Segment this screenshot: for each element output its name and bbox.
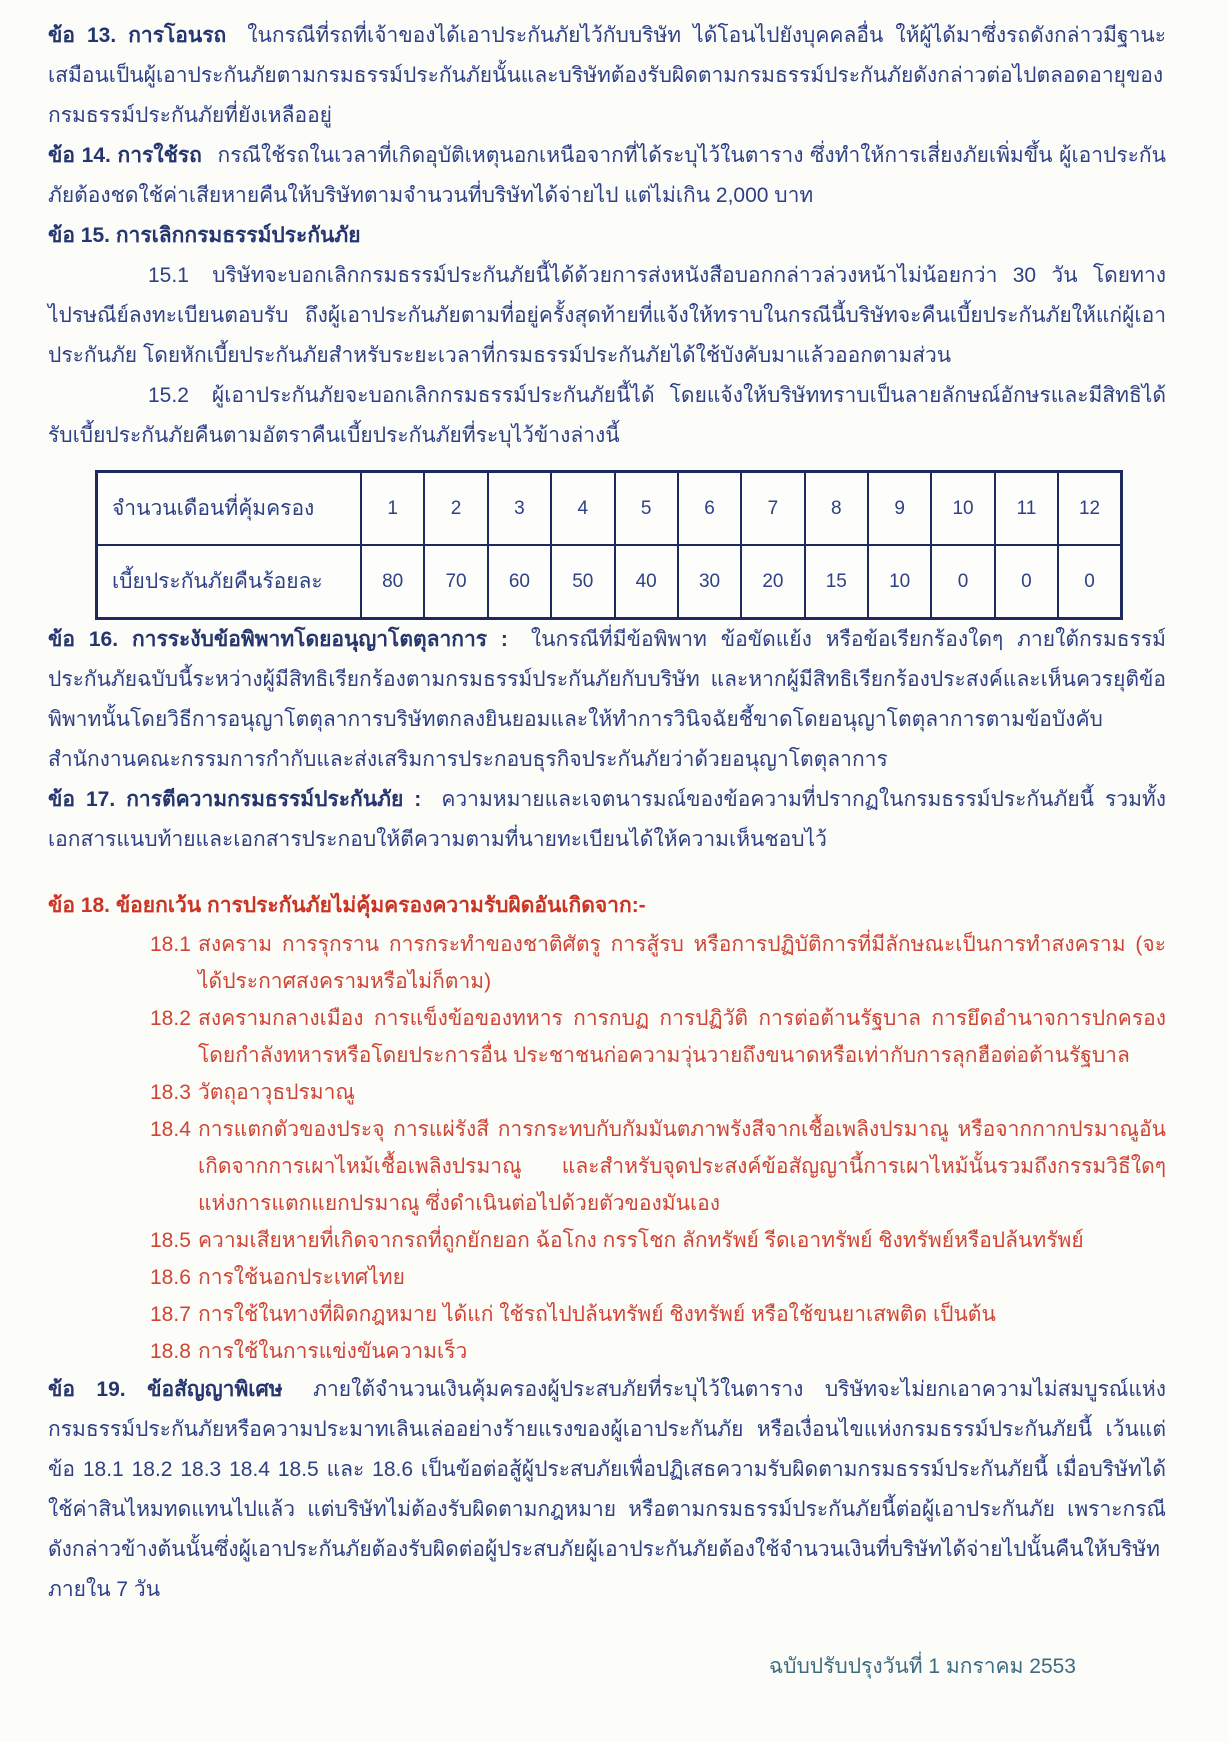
section-15-heading (48, 216, 1166, 256)
section-16-heading: ข้อ 16. การระงับข้อพิพาทโดยอนุญาโตตุลาการ : (48, 628, 508, 651)
premium-refund-table (95, 470, 1123, 620)
exclusion-number: 18.1 (150, 933, 191, 956)
table-cell-percent: 15 (805, 545, 868, 619)
exclusion-text: การใช้ในการแข่งขันความเร็ว (198, 1340, 468, 1363)
exclusion-text: สงครามกลางเมือง การแข็งข้อของทหาร การกบฏ การปฏิวัติ การต่อต้านรัฐบาล การยึดอำนาจการปกครองโดยกำลังทหารหรือโดยประการอื่น ประชาชนก่อความวุ่นวายถึงขนาดหรือเท่ากับการลุกฮือต่อต้านรัฐบาล (198, 1007, 1166, 1067)
revision-date-footer: ฉบับปรับปรุงวันที่ 1 มกราคม 2553 (768, 1655, 1076, 1678)
table-row-months (97, 472, 1122, 546)
section-14 (48, 136, 1166, 216)
section-14-body: กรณีใช้รถในเวลาที่เกิดอุบัติเหตุนอกเหนือจากที่ได้ระบุไว้ในตาราง ซึ่งทำให้การเสี่ยงภัยเพิ่มขึ้น ผู้เอาประกันภัยต้องชดใช้ค่าเสียหายคืนให้บริษัทตามจำนวนที่บริษัทได้จ่ายไป แต่ไม่เกิน 2,000 บาท (48, 144, 1166, 207)
exclusion-text: การใช้ในทางที่ผิดกฎหมาย ได้แก่ ใช้รถไปปล้นทรัพย์ ชิงทรัพย์ หรือใช้ขนยาเสพติด เป็นต้น (198, 1303, 996, 1326)
clause-15-1-number: 15.1 (148, 264, 189, 287)
exclusion-number: 18.5 (150, 1229, 191, 1252)
exclusion-item-18-6 (150, 1259, 1166, 1296)
table-cell-month: 3 (488, 472, 551, 546)
table-cell-month: 6 (678, 472, 741, 546)
clause-15-1-text: บริษัทจะบอกเลิกกรมธรรม์ประกันภัยนี้ได้ด้วยการส่งหนังสือบอกกล่าวล่วงหน้าไม่น้อยกว่า 30 วัน โดยทางไปรษณีย์ลงทะเบียนตอบรับ ถึงผู้เอาประกันภัยตามที่อยู่ครั้งสุดท้ายที่แจ้งให้ทราบในกรณีนี้บริษัทจะคืนเบี้ยประกันภัยให้แก่ผู้เอาประกันภัย โดยหักเบี้ยประกันภัยสำหรับระยะเวลาที่กรมธรรม์ประกันภัยได้ใช้บังคับมาแล้วออกตามส่วน (48, 264, 1166, 367)
table-cell-month: 5 (615, 472, 678, 546)
section-13-heading: ข้อ 13. การโอนรถ (48, 24, 227, 47)
exclusion-text: การแตกตัวของประจุ การแผ่รังสี การกระทบกับกัมมันตภาพรังสีจากเชื้อเพลิงปรมาณู หรือจากกากปรมาณูอันเกิดจากการเผาไหม้เชื้อเพลิงปรมาณู และสำหรับจุดประสงค์ข้อสัญญานี้การเผาไหม้นั้นรวมถึงกรรมวิธีใดๆ แห่งการแตกแยกปรมาณู ซึ่งดำเนินต่อไปด้วยตัวของมันเอง (198, 1118, 1166, 1215)
exclusion-item-18-7 (150, 1296, 1166, 1333)
table-cell-percent: 60 (488, 545, 551, 619)
section-13 (48, 16, 1166, 136)
row-label-months: จำนวนเดือนที่คุ้มครอง (97, 472, 362, 546)
section-17 (48, 780, 1166, 860)
table-cell-month: 8 (805, 472, 868, 546)
exclusion-item-18-5 (150, 1222, 1166, 1259)
exclusion-number: 18.2 (150, 1007, 191, 1030)
exclusion-text: วัตถุอาวุธปรมาณู (198, 1081, 355, 1104)
clause-15-2 (48, 376, 1166, 456)
exclusion-item-18-8 (150, 1333, 1166, 1370)
exclusion-item-18-4 (150, 1111, 1166, 1222)
table-cell-month: 2 (424, 472, 487, 546)
exclusion-text: สงคราม การรุกราน การกระทำของชาติศัตรู การสู้รบ หรือการปฏิบัติการที่มีลักษณะเป็นการทำสงคราม (จะได้ประกาศสงครามหรือไม่ก็ตาม) (198, 933, 1166, 993)
table-cell-percent: 10 (868, 545, 931, 619)
table-cell-percent: 40 (615, 545, 678, 619)
table-cell-percent: 50 (551, 545, 614, 619)
section-16-body: ในกรณีที่มีข้อพิพาท ข้อขัดแย้ง หรือข้อเรียกร้องใดๆ ภายใต้กรมธรรม์ประกันภัยฉบับนี้ระหว่างผู้มีสิทธิเรียกร้องตามกรมธรรม์ประกันภัยกับบริษัท และหากผู้มีสิทธิเรียกร้องประสงค์และเห็นควรยุติข้อพิพาทนั้นโดยวิธีการอนุญาโตตุลาการบริษัทตกลงยินยอมและให้ทำการวินิจฉัยชี้ขาดโดยอนุญาโตตุลาการตามข้อบังคับสำนักงานคณะกรรมการกำกับและส่งเสริมการประกอบธุรกิจประกันภัยว่าด้วยอนุญาโตตุลาการ (48, 628, 1167, 771)
table-row-refund-percent (97, 545, 1122, 619)
table-cell-percent: 0 (931, 545, 994, 619)
table-cell-month: 11 (995, 472, 1058, 546)
exclusion-item-18-2 (150, 1000, 1166, 1074)
section-17-body: ความหมายและเจตนารมณ์ของข้อความที่ปรากฏในกรมธรรม์ประกันภัยนี้ รวมทั้งเอกสารแนบท้ายและเอกสารประกอบให้ตีความตามที่นายทะเบียนได้ให้ความเห็นชอบไว้ (48, 788, 1167, 851)
exclusion-item-18-1 (150, 926, 1166, 1000)
table-cell-month: 9 (868, 472, 931, 546)
table-cell-percent: 20 (741, 545, 804, 619)
clause-15-2-number: 15.2 (148, 384, 189, 407)
exclusion-number: 18.4 (150, 1118, 191, 1141)
clause-15-1 (48, 256, 1166, 376)
exclusion-number: 18.8 (150, 1340, 191, 1363)
section-15-title: ข้อ 15. การเลิกกรมธรรม์ประกันภัย (48, 224, 361, 247)
row-label-refund-percent: เบี้ยประกันภัยคืนร้อยละ (97, 545, 362, 619)
table-cell-month: 4 (551, 472, 614, 546)
exclusion-text: ความเสียหายที่เกิดจากรถที่ถูกยักยอก ฉ้อโกง กรรโชก ลักทรัพย์ รีดเอาทรัพย์ ชิงทรัพย์หรือปล้นทรัพย์ (198, 1229, 1084, 1252)
exclusion-number: 18.7 (150, 1303, 191, 1326)
section-13-body: ในกรณีที่รถที่เจ้าของได้เอาประกันภัยไว้กับบริษัท ได้โอนไปยังบุคคลอื่น ให้ผู้ได้มาซึ่งรถดังกล่าวมีฐานะเสมือนเป็นผู้เอาประกันภัยตามกรมธรรม์ประกันภัยนั้นและบริษัทต้องรับผิดตามกรมธรรม์ประกันภัยดังกล่าวต่อไปตลอดอายุของกรมธรรม์ประกันภัยที่ยังเหลืออยู่ (48, 24, 1166, 127)
exclusion-number: 18.6 (150, 1266, 191, 1289)
table-cell-month: 12 (1058, 472, 1121, 546)
table-cell-percent: 0 (995, 545, 1058, 619)
section-14-heading: ข้อ 14. การใช้รถ (48, 144, 202, 167)
section-18-heading: ข้อ 18. ข้อยกเว้น การประกันภัยไม่คุ้มครองความรับผิดอันเกิดจาก:- (48, 894, 646, 917)
table-cell-month: 1 (361, 472, 424, 546)
section-16 (48, 620, 1166, 780)
table-cell-percent: 30 (678, 545, 741, 619)
section-18-exclusions (48, 886, 1166, 1370)
table-cell-percent: 0 (1058, 545, 1121, 619)
table-cell-month: 7 (741, 472, 804, 546)
section-19 (48, 1370, 1166, 1610)
table-cell-month: 10 (931, 472, 994, 546)
clause-15-2-text: ผู้เอาประกันภัยจะบอกเลิกกรมธรรม์ประกันภัยนี้ได้ โดยแจ้งให้บริษัททราบเป็นลายลักษณ์อักษรและมีสิทธิได้รับเบี้ยประกันภัยคืนตามอัตราคืนเบี้ยประกันภัยที่ระบุไว้ข้างล่างนี้ (48, 384, 1166, 447)
exclusion-item-18-3 (150, 1074, 1166, 1111)
table-cell-percent: 70 (424, 545, 487, 619)
section-19-heading: ข้อ 19. ข้อสัญญาพิเศษ (48, 1378, 283, 1401)
table-cell-percent: 80 (361, 545, 424, 619)
section-17-heading: ข้อ 17. การตีความกรมธรรม์ประกันภัย : (48, 788, 422, 811)
exclusion-number: 18.3 (150, 1081, 191, 1104)
section-19-body: ภายใต้จำนวนเงินคุ้มครองผู้ประสบภัยที่ระบุไว้ในตาราง บริษัทจะไม่ยกเอาความไม่สมบูรณ์แห่งกรมธรรม์ประกันภัยหรือความประมาทเลินเล่ออย่างร้ายแรงของผู้เอาประกันภัย หรือเงื่อนไขแห่งกรมธรรม์ประกันภัยนี้ เว้นแต่ข้อ 18.1 18.2 18.3 18.4 18.5 และ 18.6 เป็นข้อต่อสู้ผู้ประสบภัยเพื่อปฏิเสธความรับผิดตามกรมธรรม์ประกันภัยนี้ เมื่อบริษัทได้ใช้ค่าสินไหมทดแทนไปแล้ว แต่บริษัทไม่ต้องรับผิดตามกฎหมาย หรือตามกรมธรรม์ประกันภัยนี้ต่อผู้เอาประกันภัย เพราะกรณีดังกล่าวข้างต้นนั้นซึ่งผู้เอาประกันภัยต้องรับผิดต่อผู้ประสบภัยผู้เอาประกันภัยต้องใช้จำนวนเงินที่บริษัทได้จ่ายไปนั้นคืนให้บริษัทภายใน 7 วัน (48, 1378, 1166, 1601)
exclusion-text: การใช้นอกประเทศไทย (198, 1266, 405, 1289)
